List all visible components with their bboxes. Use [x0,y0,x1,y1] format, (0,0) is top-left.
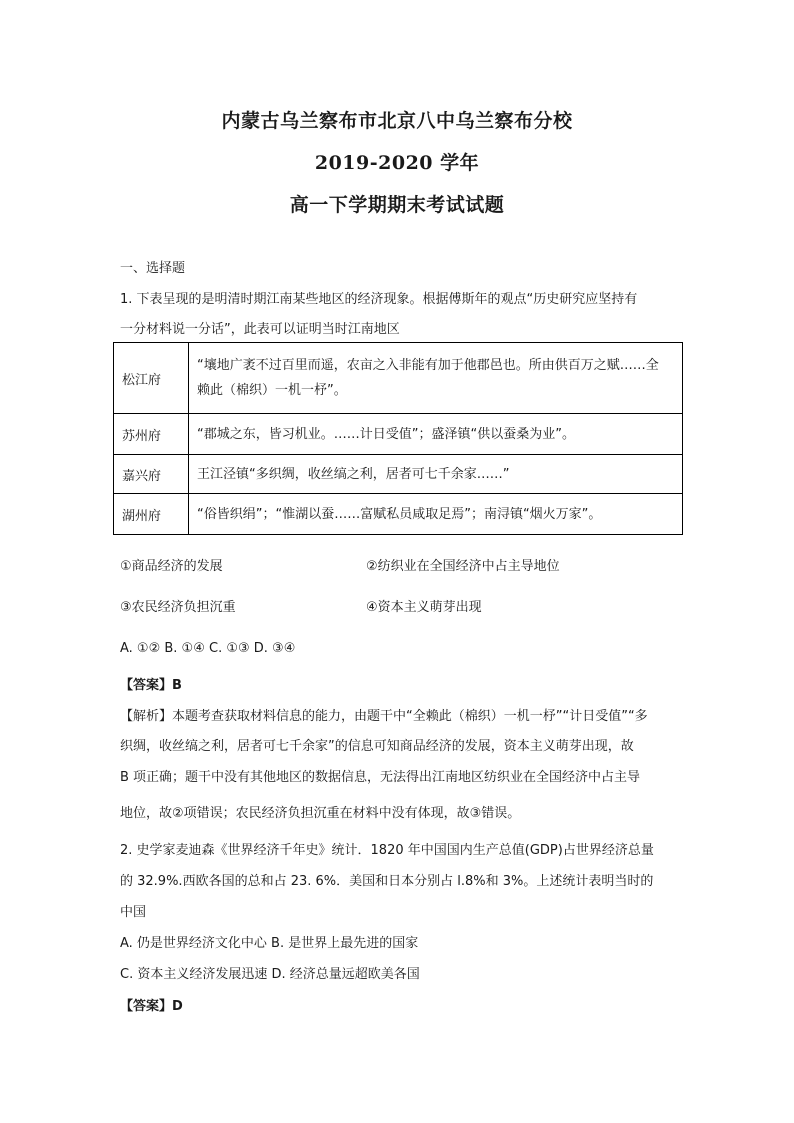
q1-analysis-line-2: 织绸，收丝缟之利，居者可七千余家”的信息可知商品经济的发展，资本主义萌芽出现，故 [120,739,634,754]
q1-stem-line-1: 1. 下表呈现的是明清时期江南某些地区的经济现象。根据傅斯年的观点“历史研究应坚持有 [120,292,638,307]
table-cell-text: “郡城之东，皆习机业。……计日受值”；盛泽镇“供以蚕桑为业”。 [189,414,683,455]
q1-item-2: ②纺织业在全国经济中占主导地位 [366,559,560,574]
table-cell-text: “俗皆织绢”；“惟湖以蚕……富赋私员咸取足焉”；南浔镇“烟火万家”。 [189,494,683,535]
q1-analysis-line-1: 【解析】本题考查获取材料信息的能力，由题干中“全赖此（棉织）一机一杼”“计日受值”“多 [120,709,648,724]
table-cell-text [189,343,683,414]
q1-stem-line-2: 一分材料说一分话”，此表可以证明当时江南地区 [120,322,400,337]
table-cell-text: 王江泾镇“多织绸，收丝缟之利，居者可七千余家……” [189,455,683,494]
table-row [114,414,683,455]
section-title: 一、选择题 [120,261,186,276]
q1-analysis-line-4: 地位，故②项错误；农民经济负担沉重在材料中没有体现，故③错误。 [120,806,521,821]
q2-stem-line-3: 中国 [120,905,147,920]
q2-options-line-1: A. 仍是世界经济文化中心 B. 是世界上最先进的国家 [120,936,419,951]
material-table [113,342,683,535]
year-title: 2019-2020 学年 [314,152,480,174]
table-cell-place: 嘉兴府 [114,455,189,494]
q2-stem-line-2: 的 32.9%.西欧各国的总和占 23. 6%．美国和日本分别占 l.8%和 3%。上述统计表明当时的 [120,874,654,889]
table-text-line: “壤地广袤不过百里而遥，农亩之入非能有加于他郡邑也。所由供百万之赋……全 [197,358,659,373]
table-text-line: 赖此（棉织）一机一杼”。 [197,383,347,398]
q1-item-3: ③农民经济负担沉重 [120,600,236,615]
q1-item-4: ④资本主义萌芽出现 [366,600,482,615]
q2-stem-line-1: 2. 史学家麦迪森《世界经济千年史》统计．1820 年中国国内生产总值(GDP)占世界经济总量 [120,843,654,858]
q1-item-1: ①商品经济的发展 [120,559,223,574]
q2-options-line-2: C. 资本主义经济发展迅速 D. 经济总量远超欧美各国 [120,967,420,982]
q1-analysis-line-3: B 项正确；题干中没有其他地区的数据信息，无法得出江南地区纺织业在全国经济中占主导 [120,770,641,785]
table-row [114,343,683,414]
school-title: 内蒙古乌兰察布市北京八中乌兰察布分校 [221,110,573,132]
table-row [114,494,683,535]
q1-options: A. ①② B. ①④ C. ①③ D. ③④ [120,641,296,656]
table-row [114,455,683,494]
exam-title: 高一下学期期末考试试题 [289,194,505,216]
table-cell-place: 松江府 [114,343,189,414]
table-cell-place: 湖州府 [114,494,189,535]
q1-answer: 【答案】B [120,678,182,693]
q2-answer: 【答案】D [120,999,183,1014]
table-cell-place: 苏州府 [114,414,189,455]
